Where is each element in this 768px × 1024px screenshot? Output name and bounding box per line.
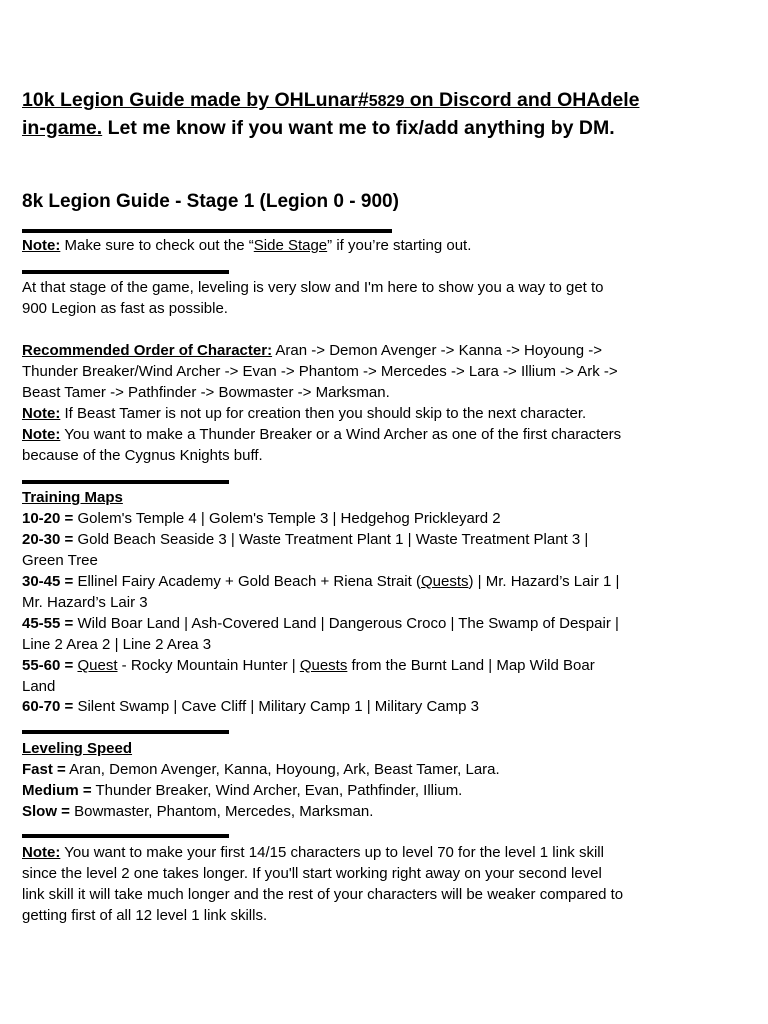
training-row-cont: Line 2 Area 2 | Line 2 Area 3	[22, 636, 212, 653]
guide-header	[22, 87, 722, 141]
training-maps-heading: Training Maps	[22, 489, 123, 506]
speed-fast: Fast = Aran, Demon Avenger, Kanna, Hoyoung, Ark, Beast Tamer, Lara.	[22, 761, 500, 778]
note-side-stage: Note: Make sure to check out the “Side Stage” if you’re starting out.	[22, 237, 472, 254]
training-row: 10-20 = Golem's Temple 4 | Golem's Temple 3 | Hedgehog Prickleyard 2	[22, 510, 501, 527]
note-link-skill-cont: link skill it will take much longer and the rest of your characters will be weaker compared to	[22, 886, 624, 903]
training-row: 55-60 = Quest - Rocky Mountain Hunter | Quests from the Burnt Land | Map Wild Boar	[22, 657, 595, 674]
note-beast-tamer: Note: If Beast Tamer is not up for creation then you should skip to the next character.	[22, 405, 587, 422]
note-link-skill-cont: since the level 2 one takes longer. If you'll start working right away on your second level	[22, 865, 602, 882]
quests-link[interactable]: Quests	[299, 657, 348, 674]
stage-title: 8k Legion Guide - Stage 1 (Legion 0 - 900)	[22, 191, 399, 212]
training-row-cont: Green Tree	[22, 552, 98, 569]
note-cygnus: Note: You want to make a Thunder Breaker or a Wind Archer as one of the first characters	[22, 426, 622, 443]
intro-line: At that stage of the game, leveling is very slow and I'm here to show you a way to get to	[22, 279, 604, 296]
training-row-cont: Land	[22, 678, 56, 695]
header-credit: 10k Legion Guide made by OHLunar#5829 on Discord and OHAdele	[22, 89, 640, 111]
header-ingame: in-game.	[22, 117, 103, 139]
divider	[22, 270, 229, 274]
note-link-skill: Note: You want to make your first 14/15 characters up to level 70 for the level 1 link skill	[22, 844, 604, 861]
order-line: Recommended Order of Character: Aran -> Demon Avenger -> Kanna -> Hoyoung ->	[22, 342, 603, 359]
order-line: Beast Tamer -> Pathfinder -> Bowmaster -> Marksman.	[22, 384, 390, 401]
divider	[22, 730, 229, 734]
training-row: 30-45 = Ellinel Fairy Academy + Gold Beach + Riena Strait (Quests) | Mr. Hazard’s Lair 1 |	[22, 573, 620, 590]
side-stage-link[interactable]: Side Stage	[253, 237, 328, 254]
training-row: 60-70 = Silent Swamp | Cave Cliff | Military Camp 1 | Military Camp 3	[22, 698, 479, 715]
note-cygnus-cont: because of the Cygnus Knights buff.	[22, 447, 263, 464]
divider	[22, 229, 392, 233]
divider	[22, 834, 229, 838]
divider	[22, 480, 229, 484]
note-link-skill-cont: getting first of all 12 level 1 link skills.	[22, 907, 268, 924]
intro-line: 900 Legion as fast as possible.	[22, 300, 228, 317]
leveling-speed-heading: Leveling Speed	[22, 740, 133, 757]
training-row: 45-55 = Wild Boar Land | Ash-Covered Land | Dangerous Croco | The Swamp of Despair |	[22, 615, 619, 632]
header-request: Let me know if you want me to fix/add anything by DM.	[102, 117, 615, 139]
order-line: Thunder Breaker/Wind Archer -> Evan -> Phantom -> Mercedes -> Lara -> Illium -> Ark ->	[22, 363, 618, 380]
quest-link[interactable]: Quest	[77, 657, 118, 674]
speed-medium: Medium = Thunder Breaker, Wind Archer, Evan, Pathfinder, Illium.	[22, 782, 463, 799]
speed-slow: Slow = Bowmaster, Phantom, Mercedes, Marksman.	[22, 803, 374, 820]
training-row: 20-30 = Gold Beach Seaside 3 | Waste Treatment Plant 1 | Waste Treatment Plant 3 |	[22, 531, 589, 548]
training-row-cont: Mr. Hazard’s Lair 3	[22, 594, 148, 611]
quests-link[interactable]: Quests	[420, 573, 469, 590]
